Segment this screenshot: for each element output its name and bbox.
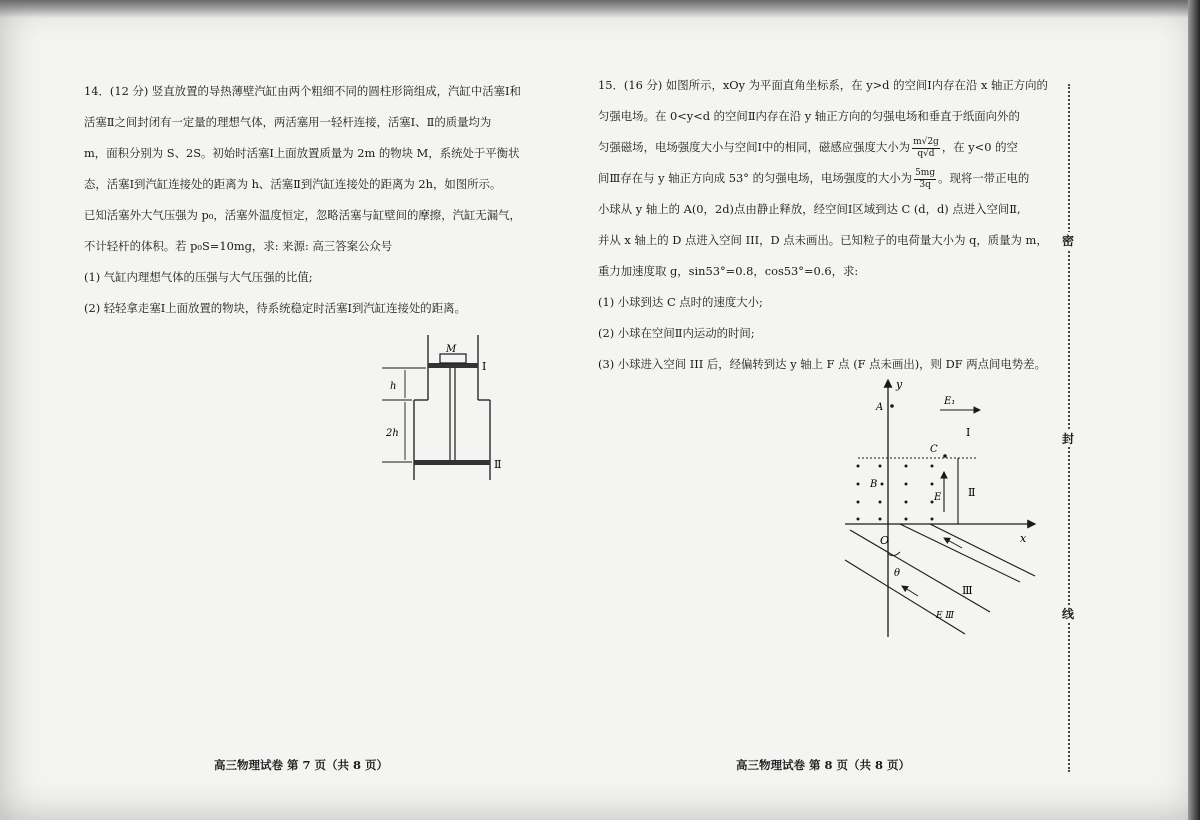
point-b-label: B — [870, 479, 878, 490]
binding-label-bottom: 线 — [1058, 605, 1078, 622]
scan-edge-right — [1188, 0, 1200, 820]
field-e3-label: E Ⅲ — [936, 611, 955, 621]
piston-1-label: Ⅰ — [482, 360, 487, 373]
q14-sub-question: (2) 轻轻拿走塞Ⅰ上面放置的物块，待系统稳定时活塞Ⅰ到汽缸连接处的距离。 — [84, 301, 466, 315]
q15-line: 匀强电场。在 0<y<d 的空间Ⅱ内存在沿 y 轴正方向的匀强电场和垂直于纸面向外的 — [598, 109, 1020, 123]
scan-edge-top — [0, 0, 1200, 18]
q15-line: 15．(16 分) 如图所示，xOy 为平面直角坐标系，在 y>d 的空间Ⅰ内存在沿 x 轴正方向的 — [598, 78, 1048, 92]
e-fraction-denominator: 3q — [919, 179, 931, 190]
y-axis-label: y — [896, 378, 903, 391]
q15-field-figure — [840, 372, 1040, 642]
q14-line: 14．(12 分) 竖直放置的导热薄壁汽缸由两个粗细不同的圆柱形筒组成，汽缸中活塞Ⅰ和 — [84, 84, 521, 98]
q15-line: 重力加速度取 g，sin53°=0.8，cos53°=0.6，求: — [598, 264, 859, 278]
b-fraction-numerator: m√2g — [913, 136, 939, 147]
field-e1-label: E₁ — [944, 396, 956, 407]
e-fraction — [914, 168, 936, 191]
two-h-label: 2h — [386, 428, 399, 439]
q14-cylinder-figure — [370, 330, 530, 480]
q15-line: 并从 x 轴上的 D 点进入空间 III，D 点未画出。已知粒子的电荷量大小为 q，质量为 m， — [598, 233, 1048, 247]
page-footer-left: 高三物理试卷 第 7 页（共 8 页） — [214, 758, 389, 772]
point-a-label: A — [876, 402, 884, 413]
q15-sub-question: (2) 小球在空间Ⅱ内运动的时间; — [598, 326, 755, 340]
q15-line-with-fraction — [598, 132, 1058, 163]
q14-line: 已知活塞外大气压强为 p₀，活塞外温度恒定，忽略活塞与缸壁间的摩擦，汽缸无漏气， — [84, 208, 521, 222]
q15-text: 间Ⅲ存在与 y 轴正方向成 53° 的匀强电场，电场强度的大小为 — [598, 171, 913, 185]
mass-label: M — [446, 344, 457, 355]
question-15 — [598, 70, 1058, 380]
q14-line: 态，活塞Ⅰ到汽缸连接处的距离为 h、活塞Ⅱ到汽缸连接处的距离为 2h，如图所示。 — [84, 177, 502, 191]
e-fraction-numerator: 5mg — [915, 167, 936, 178]
page-footer-right: 高三物理试卷 第 8 页（共 8 页） — [736, 758, 911, 772]
q14-sub-question: (1) 气缸内理想气体的压强与大气压强的比值; — [84, 270, 313, 284]
q15-text: 。现将一带正电的 — [938, 171, 1030, 185]
q14-line: m，面积分别为 S、2S。初始时活塞Ⅰ上面放置质量为 2m 的物块 M，系统处于平衡状 — [84, 146, 520, 160]
b-fraction-denominator: q√d — [917, 148, 935, 159]
b-fraction — [912, 137, 940, 160]
binding-label-middle: 封 — [1058, 430, 1078, 447]
q14-line: 活塞Ⅱ之间封闭有一定量的理想气体，两活塞用一轻杆连接，活塞Ⅰ、Ⅱ的质量均为 — [84, 115, 492, 129]
question-14 — [84, 76, 554, 324]
binding-dotted-line — [1068, 84, 1070, 772]
x-axis-label: x — [1020, 532, 1027, 545]
q15-text: 匀强磁场，电场强度大小与空间Ⅰ中的相同，磁感应强度大小为 — [598, 140, 911, 154]
q15-line: 小球从 y 轴上的 A(0，2d)点由静止释放，经空间Ⅰ区域到达 C (d，d) 点进入空间Ⅱ, — [598, 202, 1021, 216]
q15-sub-question: (1) 小球到达 C 点时的速度大小; — [598, 295, 763, 309]
binding-label-top: 密 — [1058, 232, 1078, 249]
region-1-label: Ⅰ — [966, 426, 971, 439]
block-m — [440, 354, 466, 363]
field-e-label: E — [934, 492, 942, 503]
q15-sub-question: (3) 小球进入空间 III 后，经偏转到达 y 轴上 F 点 (F 点未画出)，则 DF 两点间电势差。 — [598, 357, 1046, 371]
region-2-label: Ⅱ — [968, 486, 976, 499]
h-label: h — [390, 381, 397, 392]
origin-label: O — [880, 534, 890, 547]
q15-line-with-fraction — [598, 163, 1058, 194]
piston-1 — [428, 363, 478, 368]
q15-text: ，在 y<0 的空 — [941, 140, 1018, 154]
piston-2 — [414, 460, 490, 465]
q14-line: 不计轻杆的体积。若 p₀S=10mg，求: 来源: 高三答案公众号 — [84, 239, 393, 253]
piston-2-label: Ⅱ — [494, 458, 502, 471]
region-3-label: Ⅲ — [962, 584, 973, 597]
point-c-label: C — [930, 444, 938, 455]
theta-label: θ — [894, 568, 901, 579]
